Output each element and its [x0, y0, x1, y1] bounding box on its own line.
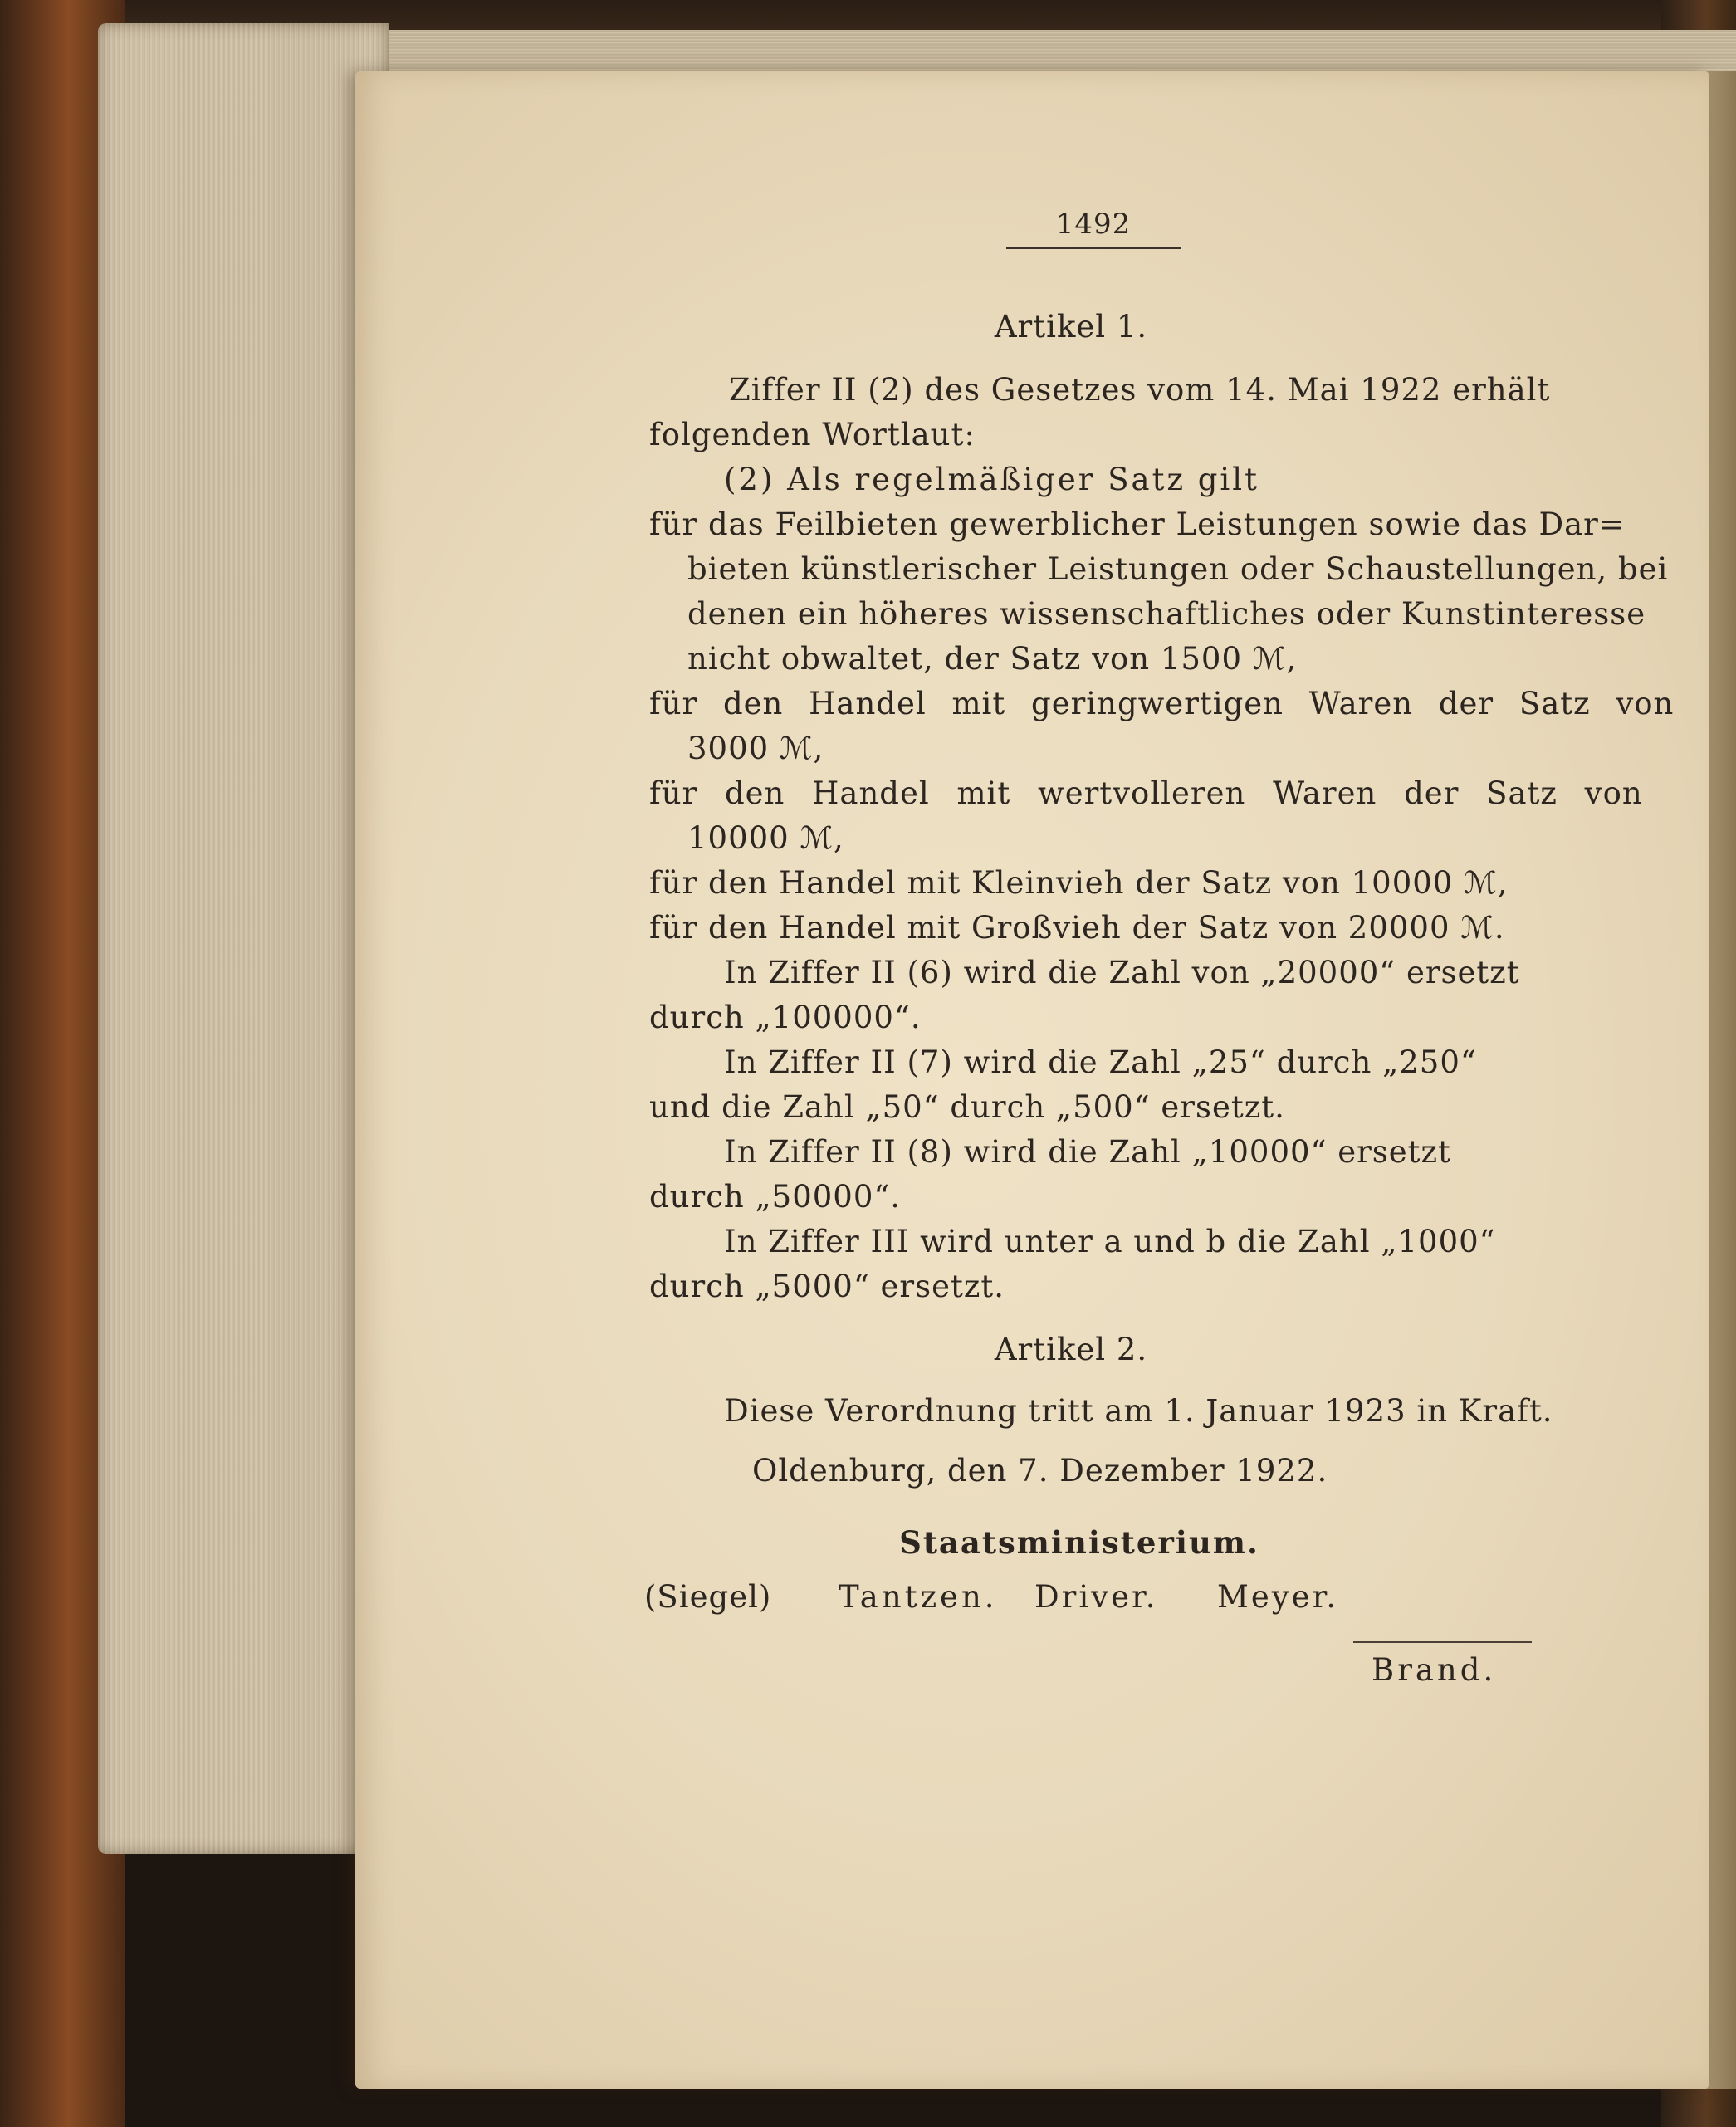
- place-date: Oldenburg, den 7. Dezember 1922.: [752, 1453, 1328, 1489]
- signatory: Driver.: [1034, 1579, 1158, 1615]
- page-number: 1492: [1006, 208, 1181, 249]
- article-1-line: bieten künstlerischer Leistungen oder Schaustellungen, bei: [687, 551, 1669, 587]
- article-1-line: für den Handel mit Großvieh der Satz von 20000 ℳ.: [649, 910, 1505, 946]
- article-1-line: nicht obwaltet, der Satz von 1500 ℳ,: [687, 641, 1298, 677]
- signatory: Tantzen.: [839, 1579, 998, 1615]
- article-1-line: durch „100000“.: [649, 1000, 922, 1035]
- article-1-line: für den Handel mit Kleinvieh der Satz von 10000 ℳ,: [649, 865, 1509, 901]
- article-1-line: In Ziffer II (7) wird die Zahl „25“ durch „250“: [724, 1044, 1477, 1080]
- article-1-line: (2) Als regelmäßiger Satz gilt: [724, 462, 1259, 497]
- seal-label: (Siegel): [644, 1579, 772, 1615]
- article-1-line: und die Zahl „50“ durch „500“ ersetzt.: [649, 1089, 1285, 1125]
- article-1-line: durch „5000“ ersetzt.: [649, 1269, 1005, 1304]
- article-2-text: Diese Verordnung tritt am 1. Januar 1923 in Kraft.: [724, 1393, 1553, 1429]
- article-1-line: Ziffer II (2) des Gesetzes vom 14. Mai 1922 erhält: [729, 372, 1551, 408]
- article-1-line: 3000 ℳ,: [687, 731, 824, 766]
- article-1-line: In Ziffer III wird unter a und b die Zahl „1000“: [724, 1224, 1496, 1259]
- signature-rule: [1353, 1641, 1532, 1643]
- article-1-line: 10000 ℳ,: [687, 820, 844, 856]
- article-1-line: folgenden Wortlaut:: [649, 417, 976, 452]
- article-2-heading: Artikel 2.: [994, 1332, 1148, 1367]
- article-1-line: für das Feilbieten gewerblicher Leistungen sowie das Dar=: [649, 506, 1626, 542]
- article-1-line: In Ziffer II (8) wird die Zahl „10000“ ersetzt: [724, 1134, 1451, 1170]
- article-1-line: In Ziffer II (6) wird die Zahl von „20000“ ersetzt: [724, 955, 1520, 990]
- countersign: Brand.: [1372, 1652, 1497, 1688]
- article-1-line: für den Handel mit geringwertigen Waren der Satz von: [649, 686, 1675, 721]
- article-1-heading: Artikel 1.: [994, 309, 1148, 345]
- authority: Staatsministerium.: [899, 1524, 1259, 1561]
- article-1-line: durch „50000“.: [649, 1179, 902, 1215]
- article-1-line: denen ein höheres wissenschaftliches oder Kunstinteresse: [687, 596, 1646, 632]
- article-1-line: für den Handel mit wertvolleren Waren der Satz von: [649, 775, 1643, 811]
- signatory: Meyer.: [1217, 1579, 1338, 1615]
